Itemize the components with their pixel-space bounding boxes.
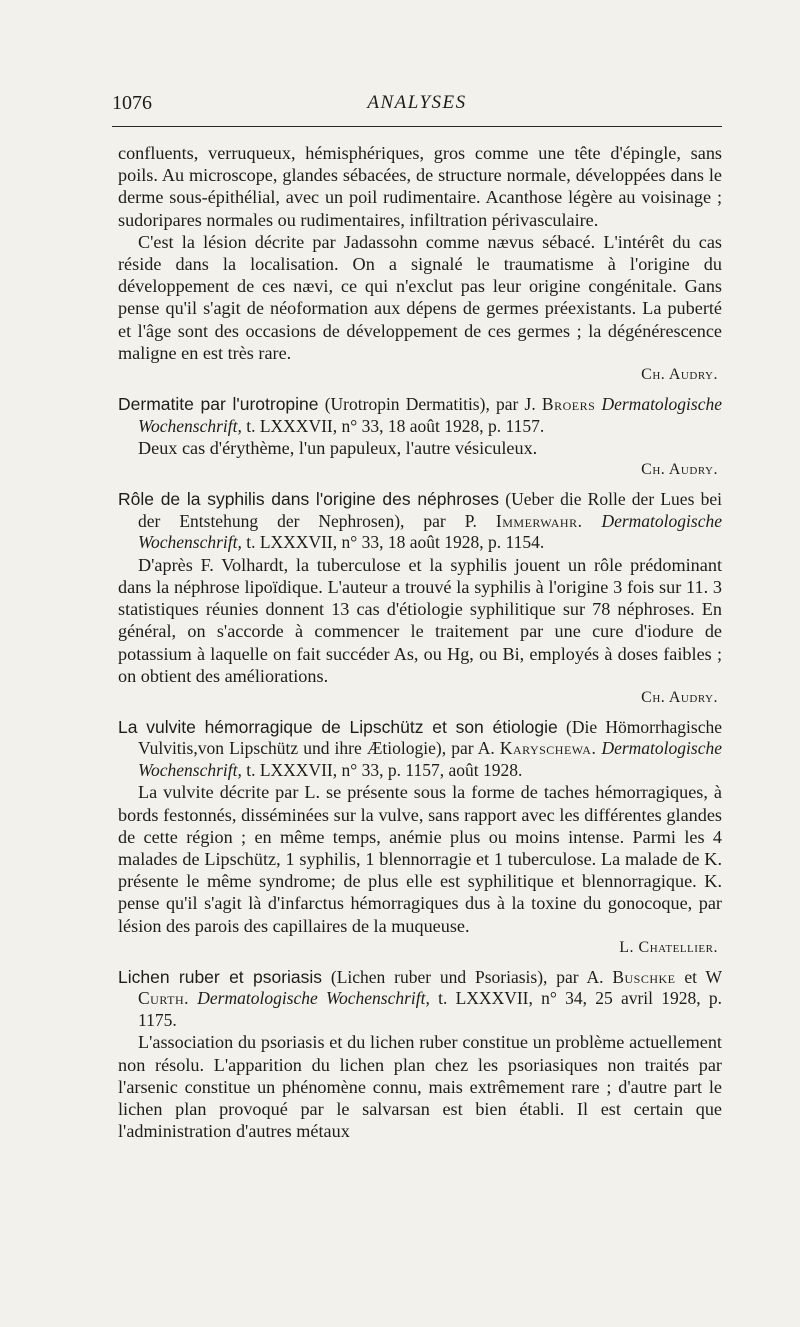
- entry-title: La vulvite hémorragique de Lipschütz et son étiologie: [118, 716, 558, 737]
- abstract-entry: [118, 967, 722, 1143]
- signature: Ch. Audry.: [641, 366, 718, 384]
- page-number: 1076: [112, 92, 152, 114]
- signature: L. Chatellier.: [619, 938, 718, 956]
- entry-title: Rôle de la syphilis dans l'origine des néphroses: [118, 489, 500, 510]
- entry-reference: [118, 717, 722, 782]
- abstract-entry: [118, 394, 722, 481]
- ref-part: (Urotropin Dermatitis), par J.: [318, 394, 542, 415]
- entry-journal: Dermatologische Wochenschrift,: [138, 394, 723, 436]
- signature: Ch. Audry.: [641, 461, 718, 479]
- entry-journal: Dermatologische Wochenschrift,: [138, 510, 722, 553]
- entry-author: Curth.: [138, 988, 189, 1009]
- entry-journal: Dermatologische Wochenschrift,: [138, 738, 722, 780]
- header-rule: [112, 126, 722, 127]
- signature: Ch. Audry.: [641, 688, 718, 706]
- ref-part: (Lichen ruber und Psoriasis), par A.: [322, 966, 613, 987]
- intro-paragraph-2: C'est la lésion décrite par Jadassohn comme nævus sébacé. L'intérêt du cas réside dans la localisation. On a signalé le traumatisme à l'origine du développement de ces nævi, ce qui n'exclut pas leur origine congénitale. Gans pense qu'il s'agit de néoformation aux dépens de germes préexistants. La puberté et l'âge sont des occasions de développement de ces germes ; la dégénérescence maligne en est très rare.: [118, 231, 722, 363]
- entry-author: Buschke: [612, 966, 676, 987]
- ref-part: (Ueber die Rolle der Lues bei der Entstehung der Nephrosen), par P.: [138, 489, 722, 531]
- entry-title: Dermatite par l'urotropine: [118, 394, 319, 415]
- entry-author: Immerwahr.: [495, 510, 583, 531]
- ref-part: t. LXXXVII, n° 34, 25 avril 1928, p. 1175.: [138, 988, 723, 1030]
- intro-paragraph-1: confluents, verruqueux, hémisphériques, gros comme une tête d'épingle, sans poils. Au microscope, glandes sébacées, de structure normale, développées dans le derme sous-épithélial, avec un poil rudimentaire. Acanthose légère au voisinage ; sudoripares normales ou rudimentaires, infiltration périvasculaire.: [118, 143, 722, 230]
- entry-reference: [118, 489, 722, 554]
- entry-text: La vulvite décrite par L. se présente sous la forme de taches hémorragiques, à bords festonnés, disséminées sur la vulve, sans rapport avec les différentes glandes de cette région ; en même temps, anémie plus ou moins intense. Parmi les 4 malades de Lipschütz, 1 syphilis, 1 blennorragie et 1 tuberculose. La malade de K. présente le même syndrome; de plus elle est syphilitique et blennorragique. K. pense qu'il s'agit là d'infarctus hémorragiques dus à la toxine du gonocoque, par lésion des parois des capillaires de la muqueuse.: [118, 782, 722, 936]
- ref-part: t. LXXXVII, n° 33, 18 août 1928, p. 1157.: [241, 415, 545, 436]
- running-title: ANALYSES: [367, 92, 467, 113]
- abstract-entry: [118, 489, 722, 709]
- entry-journal: Dermatologische Wochenschrift,: [197, 988, 430, 1009]
- ref-part: t. LXXXVII, n° 33, 18 août 1928, p. 1154.: [241, 532, 545, 553]
- entry-reference: [118, 394, 722, 437]
- abstract-entry: [118, 717, 722, 959]
- ref-part: [582, 511, 601, 531]
- entry-author: Broers: [541, 394, 596, 415]
- entry-title: Lichen ruber et psoriasis: [118, 966, 323, 987]
- entry-text: Deux cas d'érythème, l'un papuleux, l'autre vésiculeux.: [138, 438, 538, 459]
- entry-reference: [118, 967, 722, 1032]
- ref-part: t. LXXXVII, n° 33, p. 1157, août 1928.: [241, 759, 523, 780]
- entry-text: L'association du psoriasis et du lichen ruber constitue un problème actuellement non résolu. L'apparition du lichen plan chez les psoriasiques non traités par l'arsenic constitue un phénomène connu, mais extrêmement rare ; d'autre part le lichen plan provoqué par le salvarsan est bien établi. Il est certain que l'administration d'autres métaux: [118, 1032, 722, 1142]
- entry-author: Karyschewa.: [499, 738, 597, 759]
- page-header: [112, 92, 722, 116]
- page-body: [118, 142, 722, 1142]
- entry-text: D'après F. Volhardt, la tuberculose et la syphilis jouent un rôle prédominant dans la néphrose lipoïdique. L'auteur a trouvé la syphilis à l'origine 3 fois sur 11. 3 statistiques réunies donnent 13 cas d'étiologie syphilitique sur 78 néphroses. En général, on s'accorde à commencer le traitement par une cure d'iodure de potassium à laquelle on fait succéder As, ou Hg, ou Bi, employés à doses faibles ; on obtient des améliorations.: [118, 554, 722, 686]
- ref-part: et W: [675, 966, 722, 987]
- ref-part: (Die Hömorrhagische Vulvitis,von Lipschütz und ihre Ætiologie), par A.: [138, 716, 722, 759]
